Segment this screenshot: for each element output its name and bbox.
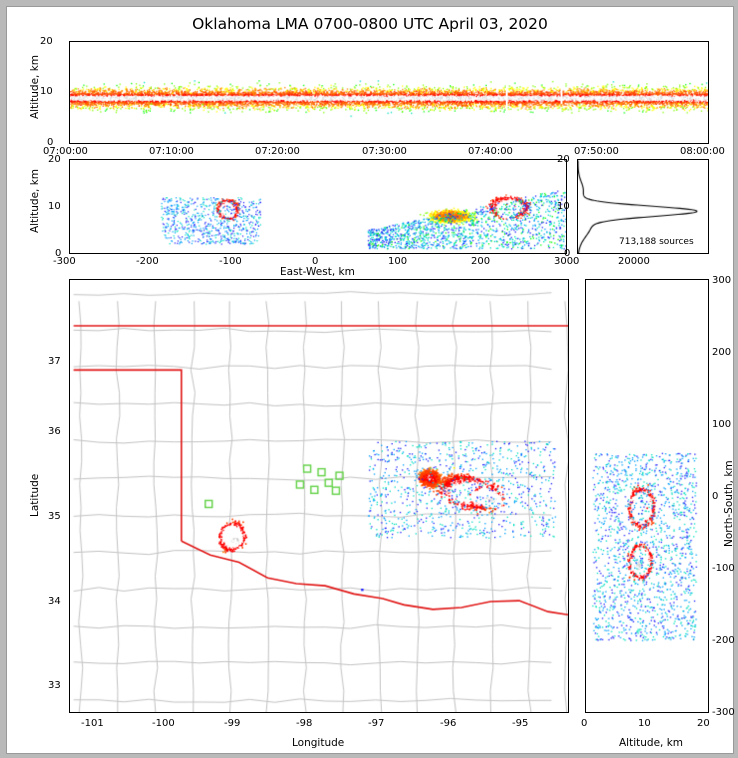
east-west-xlabel: East-West, km bbox=[280, 266, 355, 278]
east-west-ytick-20: 20 bbox=[48, 154, 61, 165]
east-west-panel bbox=[69, 159, 567, 254]
map-xtick--98: -98 bbox=[296, 718, 313, 729]
hist-ytick-0: 0 bbox=[564, 248, 571, 259]
time-height-xtick-4: 07:40:00 bbox=[468, 146, 513, 157]
hist-ytick-20: 20 bbox=[557, 154, 570, 165]
map-xtick--95: -95 bbox=[512, 718, 529, 729]
hist-xtick-0: 0 bbox=[573, 256, 580, 267]
east-west-plot bbox=[70, 160, 566, 253]
hist-ytick-10: 10 bbox=[557, 201, 570, 212]
time-height-xtick-3: 07:30:00 bbox=[362, 146, 407, 157]
north-south-ylabel: North-South, km bbox=[723, 460, 735, 547]
east-west-ytick-0: 0 bbox=[55, 248, 62, 259]
east-west-ylabel: Altitude, km bbox=[29, 168, 41, 233]
time-height-ytick-20: 20 bbox=[40, 36, 53, 47]
figure-canvas bbox=[6, 6, 734, 754]
time-height-xtick-5: 07:50:00 bbox=[574, 146, 619, 157]
map-ylabel: Latitude bbox=[29, 473, 41, 517]
map-xtick--100: -100 bbox=[152, 718, 175, 729]
map-xtick--96: -96 bbox=[440, 718, 457, 729]
map-xlabel: Longitude bbox=[292, 737, 345, 749]
time-height-ylabel: Altitude, km bbox=[29, 54, 41, 119]
east-west-xtick-0: -300 bbox=[53, 256, 76, 267]
time-height-ytick-0: 0 bbox=[47, 137, 54, 148]
east-west-xtick-3: 0 bbox=[312, 256, 319, 267]
map-ytick-36: 36 bbox=[48, 426, 61, 437]
east-west-xtick-6: 300 bbox=[554, 256, 574, 267]
map-ytick-37: 37 bbox=[48, 356, 61, 367]
time-height-xtick-6: 08:00:00 bbox=[680, 146, 725, 157]
time-height-plot bbox=[70, 42, 708, 143]
time-height-ytick-10: 10 bbox=[40, 86, 53, 97]
map-xtick--97: -97 bbox=[368, 718, 385, 729]
ns-ytick-300: 300 bbox=[712, 275, 732, 286]
hist-xtick-20000: 20000 bbox=[618, 256, 650, 267]
map-ytick-33: 33 bbox=[48, 680, 61, 691]
map-ytick-34: 34 bbox=[48, 596, 61, 607]
north-south-xlabel: Altitude, km bbox=[619, 737, 684, 749]
north-south-plot bbox=[586, 280, 708, 712]
time-height-panel bbox=[69, 41, 709, 144]
ns-xtick-10: 10 bbox=[638, 718, 651, 729]
east-west-xtick-5: 200 bbox=[471, 256, 491, 267]
time-height-xtick-2: 07:20:00 bbox=[255, 146, 300, 157]
map-xtick--99: -99 bbox=[224, 718, 241, 729]
ns-xtick-20: 20 bbox=[697, 718, 710, 729]
map-xtick--101: -101 bbox=[81, 718, 104, 729]
time-height-xtick-0: 07:00:00 bbox=[43, 146, 88, 157]
east-west-xtick-1: -200 bbox=[136, 256, 159, 267]
ns-ytick-0: 0 bbox=[712, 491, 719, 502]
ns-ytick--300: -300 bbox=[712, 707, 735, 718]
map-ytick-35: 35 bbox=[48, 511, 61, 522]
ns-ytick--200: -200 bbox=[712, 635, 735, 646]
ns-ytick--100: -100 bbox=[712, 563, 735, 574]
map-plot bbox=[70, 280, 568, 712]
source-count-annotation: 713,188 sources bbox=[619, 237, 694, 247]
east-west-xtick-4: 100 bbox=[388, 256, 408, 267]
east-west-ytick-10: 10 bbox=[48, 201, 61, 212]
page-title: Oklahoma LMA 0700-0800 UTC April 03, 2020 bbox=[192, 15, 548, 33]
east-west-xtick-2: -100 bbox=[219, 256, 242, 267]
time-height-xtick-1: 07:10:00 bbox=[149, 146, 194, 157]
ns-ytick-200: 200 bbox=[712, 347, 732, 358]
ns-xtick-0: 0 bbox=[581, 718, 588, 729]
map-panel bbox=[69, 279, 569, 713]
ns-ytick-100: 100 bbox=[712, 419, 732, 430]
north-south-panel bbox=[585, 279, 709, 713]
